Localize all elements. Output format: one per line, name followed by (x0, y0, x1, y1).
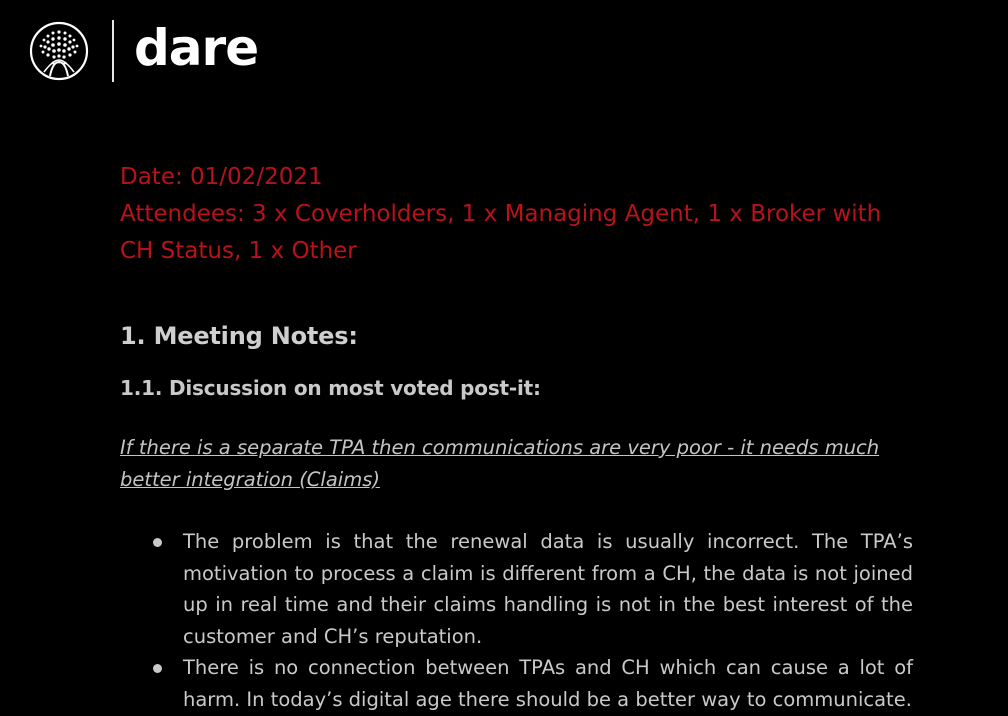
sub-section-title: 1.1. Discussion on most voted post-it: (120, 376, 541, 400)
list-item (120, 526, 913, 652)
header (28, 20, 258, 82)
bullet-text: There is no connection between TPAs and CH which can cause a lot of harm. In today’s digital age there should be a better way to communicate. (183, 656, 913, 711)
brand-wordmark: dare (134, 19, 259, 77)
voted-post-it-quote: If there is a separate TPA then communications are very poor - it needs much better integration (Claims) (120, 436, 880, 491)
bullet-icon (153, 538, 162, 547)
list-item (120, 652, 913, 715)
bullet-text: The problem is that the renewal data is usually incorrect. The TPA’s motivation to process a claim is different from a CH, the data is not joined up in real time and their claims handling is not in the best interest of the customer and CH’s reputation. (183, 530, 913, 648)
bullet-icon (153, 664, 162, 673)
discussion-bullet-list (120, 526, 913, 715)
meeting-attendees: Attendees: 3 x Coverholders, 1 x Managing Agent, 1 x Broker with CH Status, 1 x Other (120, 201, 882, 264)
section-title: 1. Meeting Notes: (120, 322, 358, 350)
globe-dots-icon (28, 20, 90, 82)
meeting-date: Date: 01/02/2021 (120, 164, 323, 190)
logo-divider (112, 20, 114, 82)
meeting-meta (120, 159, 910, 270)
